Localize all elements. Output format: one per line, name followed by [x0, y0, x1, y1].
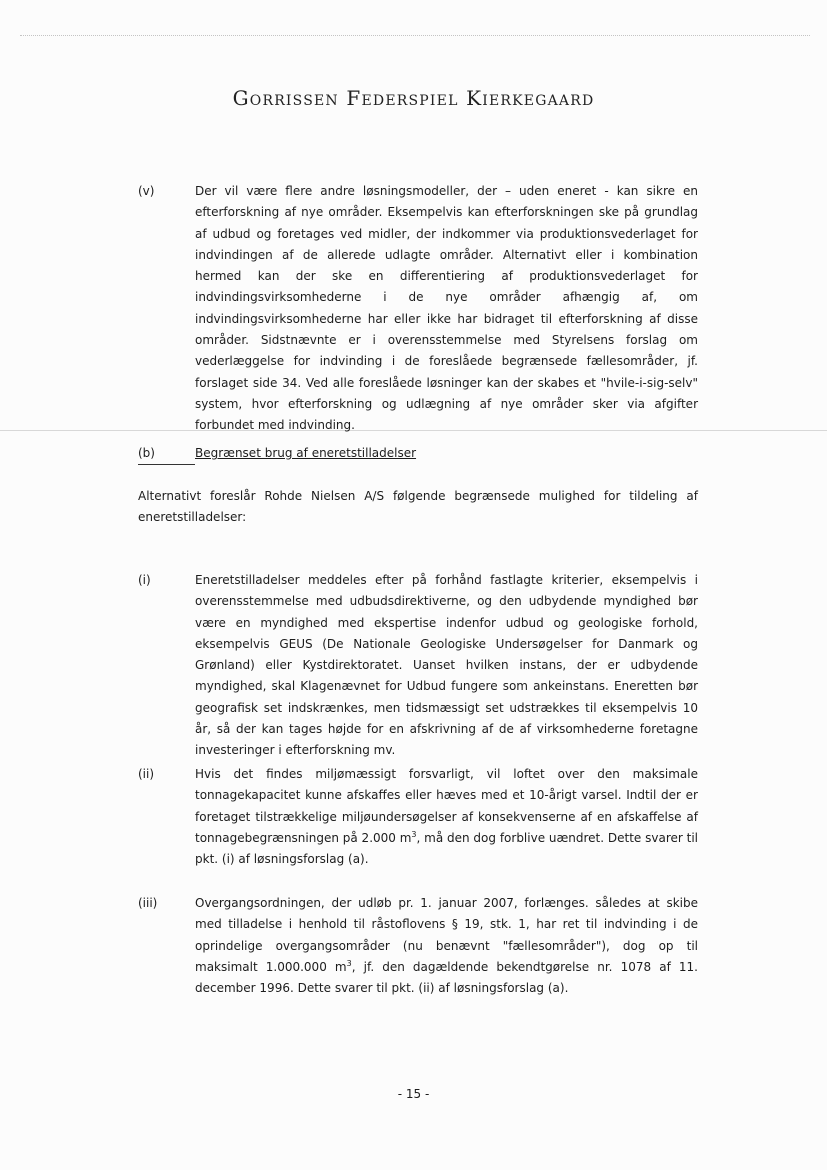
item-v: [138, 181, 698, 437]
item-text: Hvis det findes miljømæssigt forsvarligt, vil loftet over den maksimale tonnagekapacitet kunne afskaffes eller hæves med et 10-årigt varsel. Indtil der er foretaget tilstrækkelige miljøundersøgelser af konsekvenserne af en afskaffelse af tonnagebegrænsningen på 2.000 $m^3$, må den dog forblive uændret. Dette svarer til pkt. (i) af løsningsforslag (a).: [195, 767, 699, 867]
letterhead: Gorrissen Federspiel Kierkegaard: [232, 86, 595, 110]
item-number: (v): [138, 184, 155, 198]
page-number: - 15 -: [397, 1087, 430, 1101]
item-number: (iii): [138, 896, 158, 910]
item-number: (i): [138, 573, 151, 587]
section-title: Begrænset brug af eneretstilladelser: [195, 446, 417, 460]
item-text: Eneretstilladelser meddeles efter på forhånd fastlagte kriterier, eksempelvis i overensstemmelse med udbudsdirektiverne, og den udbydende myndighed bør være en myndighed med ekspertise indenfor udbud og geologiske forhold, eksempelvis GEUS (De Nationale Geologiske Undersøgelser for Danmark og Grønland) eller Kystdirektoratet. Uanset hvilken instans, der er udbydende myndighed, skal Klagenævnet for Udbud fungere som ankeinstans. Eneretten bør geografisk set indskrænkes, men tidsmæssigt set udstrækkes til eksempelvis 10 år, så der kan tages højde for en afskrivning af de af virksomhederne foretagne investeringer i efterforskning mv.: [195, 573, 698, 758]
item-text: Overgangsordningen, der udløb pr. 1. januar 2007, forlænges. således at skibe med tilladelse i henhold til råstoflovens § 19, stk. 1, har ret til indvinding i de oprindelige overgangsområder (nu benævnt "fællesområder"), dog op til maksimalt 1.000.000 $m^3$, jf. den dagældende bekendtgørelse nr. 1078 af 11. december 1996. Dette svarer til pkt. (ii) af løsningsforslag (a).: [195, 896, 698, 996]
scan-artifact-dots: [20, 35, 810, 37]
item-iii: [138, 893, 698, 999]
item-i: [138, 570, 698, 762]
item-number: (ii): [138, 767, 155, 781]
item-text: Der vil være flere andre løsningsmodeller, der – uden eneret - kan sikre en efterforskning af nye områder. Eksempelvis kan efterforskningen ske på grundlag af udbud og foretages ved midler, der indkommer via produktionsvederlaget for indvindingen af de allerede udlagte områder. Alternativt eller i kombination hermed kan der ske en differentiering af produktionsvederlaget for indvindingsvirksomhederne i de nye områder afhængig af, om indvindingsvirksomhederne har eller ikke har bidraget til efterforskning af disse områder. Sidstnævnte er i overensstemmelse med Styrelsens forslag om vederlæggelse for indvinding i de foreslåede begrænsede fællesområder, jf. forslaget side 34. Ved alle foreslåede løsninger kan der skabes et "hvile-i-sig-selv" system, hvor efterforskning og udlægning af nye områder sker via afgifter forbundet med indvinding.: [195, 184, 698, 433]
section-heading: [138, 443, 416, 465]
section-number: (b): [138, 443, 195, 465]
item-ii: [138, 764, 698, 870]
intro-paragraph: Alternativt foreslår Rohde Nielsen A/S følgende begrænsede mulighed for tildeling af eneretstilladelser:: [138, 489, 698, 525]
